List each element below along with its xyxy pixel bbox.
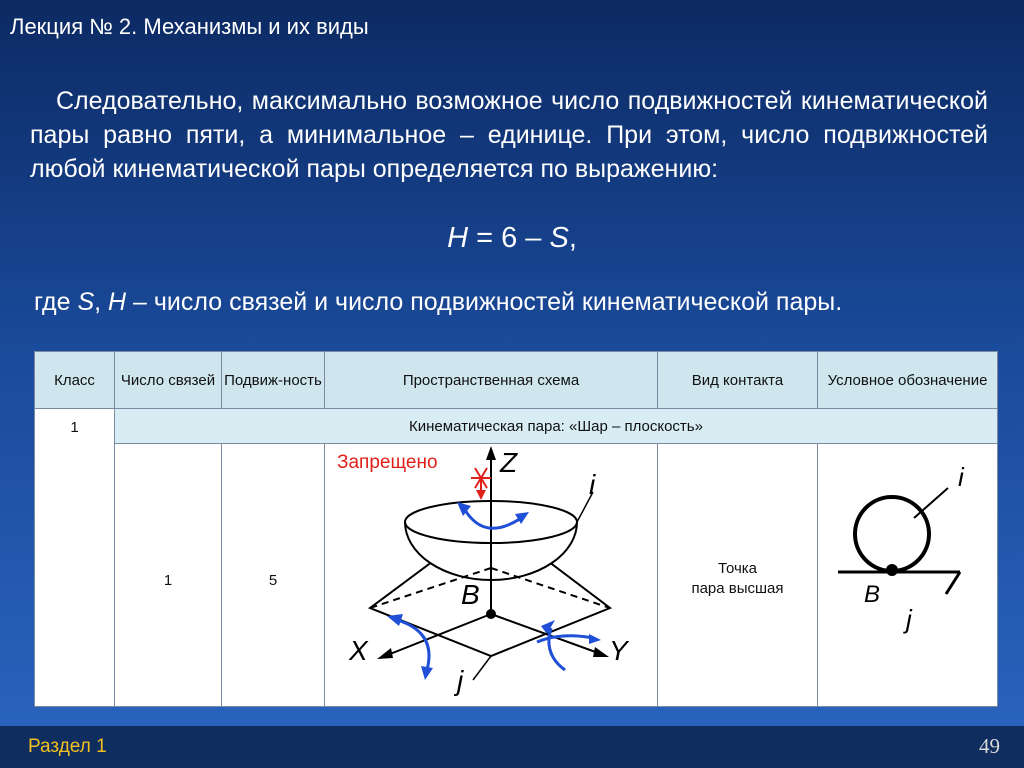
footer-bar — [0, 726, 1024, 768]
page-number: 49 — [979, 734, 1000, 758]
formula-eq: = 6 – — [468, 222, 550, 254]
pair-title-row — [35, 409, 998, 444]
ball-plane-schema — [325, 444, 658, 706]
rotation-arrow-x-head-b — [421, 666, 433, 680]
label-z: Z — [500, 447, 518, 478]
label-y: Y — [609, 635, 628, 666]
cell-schema — [325, 444, 658, 707]
rotation-arrow-y — [549, 628, 565, 670]
symbol-label-b: B — [864, 581, 881, 608]
header-links: Число связей — [115, 352, 222, 409]
y-axis-line — [491, 614, 601, 654]
where-h: H — [108, 288, 127, 316]
forbidden-arrow-head — [476, 490, 486, 500]
where-line — [34, 288, 842, 317]
cell-symbol — [818, 444, 998, 707]
i-leader — [914, 488, 948, 518]
cell-links: 1 — [115, 444, 222, 707]
formula-h: H — [447, 222, 469, 254]
pair-title: Кинематическая пара: «Шар – плоскость» — [115, 409, 998, 444]
table-header-row — [35, 352, 998, 409]
contact-line2: пара высшая — [691, 580, 784, 597]
where-rest: – число связей и число подвижностей кинематической пары. — [126, 288, 843, 316]
symbol-label-j: j — [906, 604, 912, 634]
where-comma: , — [94, 288, 109, 316]
header-symbol: Условное обозначение — [818, 352, 998, 409]
header-class: Класс — [35, 352, 115, 409]
header-contact: Вид контакта — [658, 352, 818, 409]
rotation-arrow-x-head-a — [387, 614, 403, 626]
rotation-arrow-y2-head — [589, 634, 601, 644]
label-i: i — [589, 469, 596, 500]
where-prefix: где — [34, 288, 78, 316]
formula — [0, 222, 1024, 255]
cell-class: 1 — [35, 409, 115, 707]
contact-line1: Точка — [717, 560, 758, 577]
header-mobility: Подвиж-ность — [222, 352, 325, 409]
label-b: B — [461, 579, 480, 610]
label-x: X — [349, 635, 368, 666]
ball-circle — [855, 497, 929, 571]
formula-end: , — [568, 222, 577, 254]
y-axis-arrowhead — [593, 647, 609, 657]
contact-point — [486, 609, 496, 619]
label-j: j — [457, 665, 464, 696]
label-forbidden: Запрещено — [337, 452, 438, 473]
slide-title: Лекция № 2. Механизмы и их виды — [10, 14, 369, 39]
j-leader-line — [473, 656, 491, 680]
z-axis-arrowhead — [486, 446, 496, 460]
dashed-edge-right — [491, 568, 610, 608]
contact-dot — [886, 564, 898, 576]
cell-mobility: 5 — [222, 444, 325, 707]
conventional-symbol — [818, 444, 998, 706]
formula-s: S — [549, 222, 569, 254]
table-row — [35, 444, 998, 707]
x-axis-arrowhead — [377, 648, 393, 659]
plane-leader — [946, 572, 960, 594]
header-schema: Пространственная схема — [325, 352, 658, 409]
symbol-label-i: i — [958, 462, 964, 492]
where-s: S — [77, 288, 95, 316]
kinematic-pair-table — [34, 351, 998, 707]
footer-section: Раздел 1 — [28, 736, 107, 757]
cell-contact — [658, 444, 818, 707]
body-paragraph: Следовательно, максимально возможное число подвижностей кинематической пары равно пяти, а минимальное – единице. При этом, число подвижностей любой кинематической пары определяется по выражению: — [30, 87, 988, 183]
